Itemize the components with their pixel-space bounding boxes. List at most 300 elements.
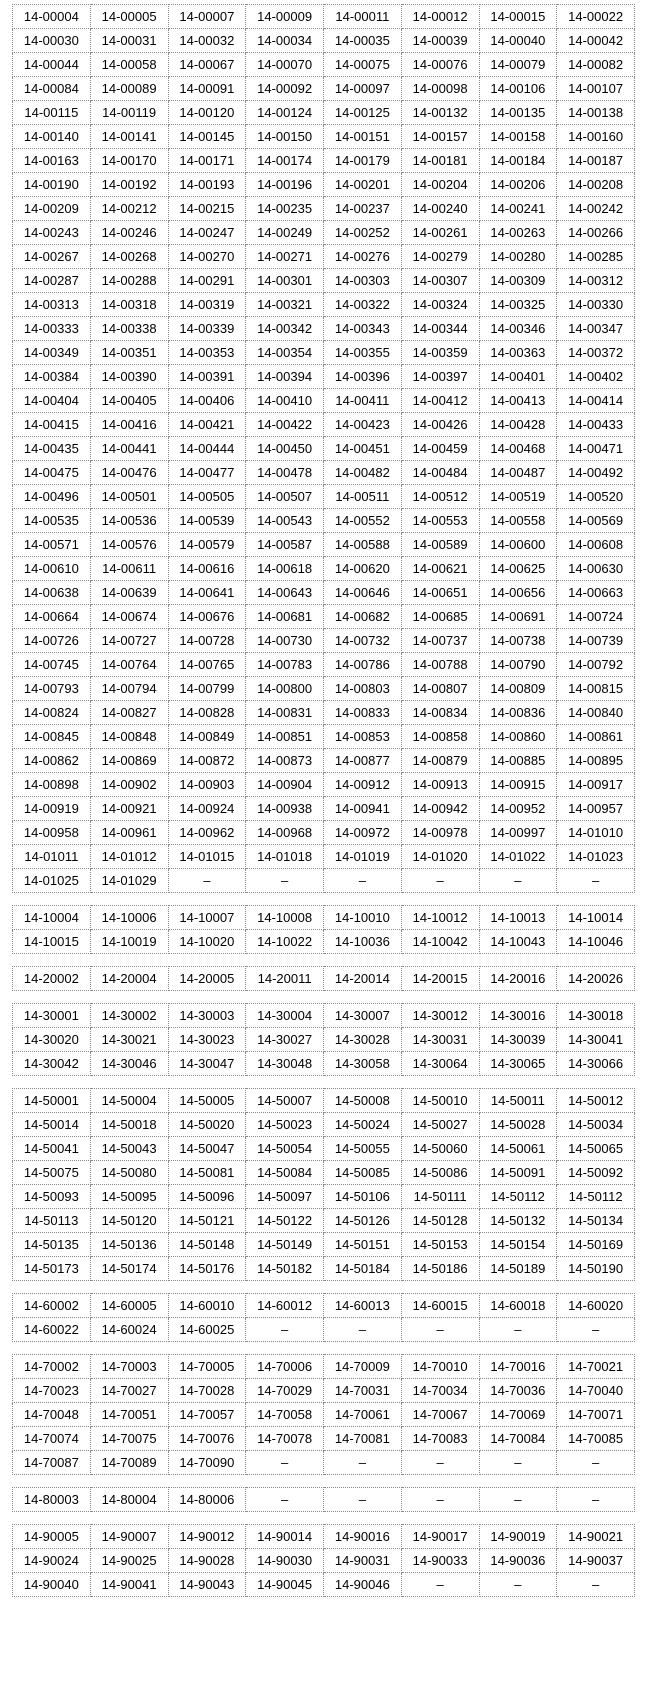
code-cell: 14-30039 [479,1028,557,1052]
code-cell: 14-50024 [324,1113,402,1137]
code-cell: 14-30066 [557,1052,635,1076]
code-cell: 14-00834 [401,701,479,725]
code-cell: 14-00288 [90,269,168,293]
code-cell: 14-50060 [401,1137,479,1161]
code-cell: 14-50174 [90,1257,168,1281]
code-cell: 14-00579 [168,533,246,557]
code-cell: 14-00285 [557,245,635,269]
table-row [13,1052,635,1076]
code-cell: 14-00800 [246,677,324,701]
code-cell: 14-00571 [13,533,91,557]
code-cell: 14-50018 [90,1113,168,1137]
table-row [13,869,635,893]
code-cell: – [557,1451,635,1475]
code-cell: – [168,869,246,893]
code-cell: 14-00268 [90,245,168,269]
code-cell: 14-50047 [168,1137,246,1161]
code-cell: 14-70002 [13,1355,91,1379]
code-cell: 14-70028 [168,1379,246,1403]
code-cell: 14-50154 [479,1233,557,1257]
code-cell: – [479,1573,557,1597]
code-cell: 14-00869 [90,749,168,773]
code-cell: 14-00728 [168,629,246,653]
code-cell: 14-00938 [246,797,324,821]
code-cell: 14-30023 [168,1028,246,1052]
code-cell: 14-00007 [168,5,246,29]
code-cell: 14-00618 [246,557,324,581]
code-table [12,966,635,991]
code-cell: 14-70048 [13,1403,91,1427]
code-cell: 14-60025 [168,1318,246,1342]
code-cell: 14-00319 [168,293,246,317]
code-cell: 14-00215 [168,197,246,221]
code-cell: 14-50061 [479,1137,557,1161]
code-cell: 14-01010 [557,821,635,845]
code-cell: 14-00858 [401,725,479,749]
code-cell: 14-00924 [168,797,246,821]
code-cell: 14-50111 [401,1185,479,1209]
code-cell: 14-00885 [479,749,557,773]
code-cell: 14-00405 [90,389,168,413]
code-cell: 14-10036 [324,930,402,954]
code-cell: 14-00539 [168,509,246,533]
code-cell: – [479,869,557,893]
code-cell: 14-00079 [479,53,557,77]
code-cell: 14-00957 [557,797,635,821]
code-cell: 14-30047 [168,1052,246,1076]
code-cell: 14-50176 [168,1257,246,1281]
code-cell: 14-50113 [13,1209,91,1233]
code-cell: 14-00877 [324,749,402,773]
code-cell: 14-10015 [13,930,91,954]
code-cell: 14-00543 [246,509,324,533]
code-table [12,1524,635,1597]
code-cell: – [401,869,479,893]
code-cell: 14-70075 [90,1427,168,1451]
table-row [13,845,635,869]
code-cell: 14-00193 [168,173,246,197]
code-cell: 14-50085 [324,1161,402,1185]
table-row [13,1113,635,1137]
code-cell: 14-70085 [557,1427,635,1451]
code-cell: 14-10020 [168,930,246,954]
code-cell: 14-00421 [168,413,246,437]
code-cell: – [401,1488,479,1512]
code-cell: 14-50134 [557,1209,635,1233]
code-cell: 14-00788 [401,653,479,677]
code-cell: 14-00359 [401,341,479,365]
code-cell: 14-00745 [13,653,91,677]
code-cell: 14-00451 [324,437,402,461]
code-cell: – [479,1488,557,1512]
code-cell: 14-00902 [90,773,168,797]
table-row [13,509,635,533]
code-cell: 14-70057 [168,1403,246,1427]
code-cell: 14-00212 [90,197,168,221]
code-cell: – [246,869,324,893]
code-cell: 14-00861 [557,725,635,749]
code-cell: 14-00459 [401,437,479,461]
code-cell: 14-90031 [324,1549,402,1573]
code-cell: 14-00997 [479,821,557,845]
code-cell: 14-00252 [324,221,402,245]
code-cell: 14-00792 [557,653,635,677]
code-cell: 14-50190 [557,1257,635,1281]
code-cell: 14-00070 [246,53,324,77]
table-row [13,1427,635,1451]
code-cell: 14-70009 [324,1355,402,1379]
code-cell: 14-00138 [557,101,635,125]
code-cell: 14-20026 [557,967,635,991]
code-cell: 14-50001 [13,1089,91,1113]
code-cell: 14-00263 [479,221,557,245]
code-cell: 14-50091 [479,1161,557,1185]
code-cell: 14-70078 [246,1427,324,1451]
code-cell: 14-00318 [90,293,168,317]
code-cell: 14-60012 [246,1294,324,1318]
code-cell: 14-00163 [13,149,91,173]
code-cell: 14-00807 [401,677,479,701]
code-cell: 14-20014 [324,967,402,991]
code-cell: 14-00346 [479,317,557,341]
code-cell: 14-90007 [90,1525,168,1549]
code-cell: 14-00616 [168,557,246,581]
code-cell: 14-00321 [246,293,324,317]
code-cell: 14-50065 [557,1137,635,1161]
code-cell: 14-10006 [90,906,168,930]
table-row [13,533,635,557]
code-cell: 14-01011 [13,845,91,869]
code-cell: 14-50095 [90,1185,168,1209]
code-cell: 14-90030 [246,1549,324,1573]
code-table [12,1293,635,1342]
code-cell: 14-50151 [324,1233,402,1257]
code-cell: 14-30004 [246,1004,324,1028]
code-cell: 14-00039 [401,29,479,53]
code-cell: 14-90014 [246,1525,324,1549]
code-cell: 14-00903 [168,773,246,797]
code-cell: 14-00015 [479,5,557,29]
code-cell: 14-70084 [479,1427,557,1451]
code-cell: 14-00915 [479,773,557,797]
code-cell: 14-50153 [401,1233,479,1257]
table-row [13,101,635,125]
code-cell: 14-00098 [401,77,479,101]
code-cell: 14-00553 [401,509,479,533]
code-cell: 14-00512 [401,485,479,509]
code-cell: 14-70023 [13,1379,91,1403]
code-cell: 14-00476 [90,461,168,485]
code-cell: 14-00044 [13,53,91,77]
code-cell: 14-00076 [401,53,479,77]
code-cell: 14-00247 [168,221,246,245]
code-table [12,905,635,954]
code-cell: 14-00201 [324,173,402,197]
code-cell: 14-00124 [246,101,324,125]
table-row [13,1028,635,1052]
code-cell: 14-00765 [168,653,246,677]
code-cell: 14-70069 [479,1403,557,1427]
code-cell: 14-70010 [401,1355,479,1379]
code-cell: – [401,1573,479,1597]
code-cell: 14-50186 [401,1257,479,1281]
code-cell: 14-60020 [557,1294,635,1318]
code-cell: 14-00862 [13,749,91,773]
code-cell: 14-00158 [479,125,557,149]
code-cell: 14-30018 [557,1004,635,1028]
table-row [13,605,635,629]
code-cell: 14-30031 [401,1028,479,1052]
group-spacer [12,1281,635,1293]
code-cell: 14-00170 [90,149,168,173]
code-cell: 14-00091 [168,77,246,101]
table-row [13,197,635,221]
code-cell: 14-00691 [479,605,557,629]
table-row [13,629,635,653]
code-cell: 14-00958 [13,821,91,845]
code-cell: 14-50043 [90,1137,168,1161]
code-cell: 14-70029 [246,1379,324,1403]
code-cell: – [479,1318,557,1342]
code-cell: 14-01023 [557,845,635,869]
code-cell: 14-70076 [168,1427,246,1451]
code-cell: 14-00828 [168,701,246,725]
code-cell: 14-30041 [557,1028,635,1052]
code-cell: 14-00682 [324,605,402,629]
code-cell: 14-00342 [246,317,324,341]
code-cell: 14-90045 [246,1573,324,1597]
code-cell: 14-30028 [324,1028,402,1052]
code-cell: 14-00444 [168,437,246,461]
code-cell: 14-00333 [13,317,91,341]
code-cell: 14-70005 [168,1355,246,1379]
code-cell: 14-90033 [401,1549,479,1573]
code-cell: 14-00301 [246,269,324,293]
code-cell: 14-00873 [246,749,324,773]
code-cell: 14-00119 [90,101,168,125]
code-cell: 14-00587 [246,533,324,557]
code-cell: 14-70036 [479,1379,557,1403]
table-row [13,125,635,149]
code-cell: 14-00353 [168,341,246,365]
table-row [13,1257,635,1281]
code-cell: 14-00022 [557,5,635,29]
code-cell: 14-00732 [324,629,402,653]
code-cell: – [557,1318,635,1342]
table-row [13,725,635,749]
table-row [13,1549,635,1573]
code-cell: 14-00235 [246,197,324,221]
code-cell: 14-00851 [246,725,324,749]
code-cell: 14-00433 [557,413,635,437]
code-cell: 14-00354 [246,341,324,365]
code-cell: 14-00968 [246,821,324,845]
code-cell: 14-50005 [168,1089,246,1113]
code-cell: 14-70089 [90,1451,168,1475]
code-cell: 14-90037 [557,1549,635,1573]
code-cell: 14-50041 [13,1137,91,1161]
code-cell: 14-00412 [401,389,479,413]
table-row [13,1573,635,1597]
code-cell: 14-50135 [13,1233,91,1257]
code-cell: 14-00343 [324,317,402,341]
code-cell: 14-00879 [401,749,479,773]
code-cell: 14-30065 [479,1052,557,1076]
code-cell: 14-00067 [168,53,246,77]
code-cell: 14-00280 [479,245,557,269]
code-cell: 14-01022 [479,845,557,869]
code-cell: 14-00237 [324,197,402,221]
code-cell: 14-00413 [479,389,557,413]
code-cell: 14-00651 [401,581,479,605]
code-cell: 14-00505 [168,485,246,509]
code-cell: 14-00724 [557,605,635,629]
code-cell: – [324,1451,402,1475]
code-cell: 14-50132 [479,1209,557,1233]
code-cell: – [557,1573,635,1597]
table-row [13,1185,635,1209]
code-cell: 14-00206 [479,173,557,197]
code-cell: 14-00396 [324,365,402,389]
code-cell: 14-00611 [90,557,168,581]
code-cell: 14-10042 [401,930,479,954]
code-cell: 14-50136 [90,1233,168,1257]
code-cell: 14-80004 [90,1488,168,1512]
code-cell: 14-50173 [13,1257,91,1281]
code-cell: 14-01018 [246,845,324,869]
code-cell: – [401,1318,479,1342]
code-cell: 14-30002 [90,1004,168,1028]
table-row [13,821,635,845]
table-row [13,173,635,197]
code-cell: 14-00330 [557,293,635,317]
code-cell: 14-60002 [13,1294,91,1318]
code-cell: – [479,1451,557,1475]
code-cell: 14-00685 [401,605,479,629]
code-cell: 14-00140 [13,125,91,149]
code-cell: – [246,1451,324,1475]
code-cell: 14-00730 [246,629,324,653]
code-cell: 14-70021 [557,1355,635,1379]
code-cell: 14-20015 [401,967,479,991]
code-cell: 14-00726 [13,629,91,653]
code-cell: 14-00030 [13,29,91,53]
code-cell: 14-00415 [13,413,91,437]
code-cell: 14-70083 [401,1427,479,1451]
table-row [13,1137,635,1161]
code-cell: 14-00569 [557,509,635,533]
table-row [13,5,635,29]
code-cell: 14-01020 [401,845,479,869]
code-cell: 14-50012 [557,1089,635,1113]
code-cell: 14-50112 [557,1185,635,1209]
code-cell: 14-30058 [324,1052,402,1076]
code-table [12,1003,635,1076]
code-cell: 14-00793 [13,677,91,701]
table-row [13,967,635,991]
code-cell: 14-60013 [324,1294,402,1318]
code-cell: 14-00917 [557,773,635,797]
code-cell: 14-50128 [401,1209,479,1233]
code-cell: 14-10008 [246,906,324,930]
code-cell: 14-00411 [324,389,402,413]
code-cell: 14-50184 [324,1257,402,1281]
table-row [13,1209,635,1233]
code-cell: 14-00410 [246,389,324,413]
code-cell: 14-00738 [479,629,557,653]
code-cell: 14-30020 [13,1028,91,1052]
code-cell: – [246,1318,324,1342]
code-cell: 14-30064 [401,1052,479,1076]
code-cell: 14-00009 [246,5,324,29]
code-cell: 14-01025 [13,869,91,893]
code-cell: 14-00307 [401,269,479,293]
code-cell: 14-00349 [13,341,91,365]
code-cell: 14-50097 [246,1185,324,1209]
code-cell: 14-00240 [401,197,479,221]
code-cell: 14-50007 [246,1089,324,1113]
code-cell: 14-00270 [168,245,246,269]
group-spacer [12,1076,635,1088]
code-cell: 14-90036 [479,1549,557,1573]
code-cell: 14-00414 [557,389,635,413]
code-cell: 14-90017 [401,1525,479,1549]
code-cell: 14-00501 [90,485,168,509]
table-row [13,906,635,930]
code-cell: 14-00291 [168,269,246,293]
code-cell: 14-00179 [324,149,402,173]
code-cell: 14-50034 [557,1113,635,1137]
code-cell: 14-00075 [324,53,402,77]
code-cell: 14-01019 [324,845,402,869]
code-cell: 14-00187 [557,149,635,173]
code-cell: 14-50189 [479,1257,557,1281]
code-cell: 14-00435 [13,437,91,461]
code-cell: 14-70003 [90,1355,168,1379]
table-row [13,245,635,269]
code-cell: 14-00309 [479,269,557,293]
code-cell: 14-00325 [479,293,557,317]
code-cell: 14-00351 [90,341,168,365]
code-cell: 14-10007 [168,906,246,930]
code-cell: 14-00840 [557,701,635,725]
group-spacer [12,954,635,966]
code-cell: 14-00972 [324,821,402,845]
table-row [13,930,635,954]
code-cell: 14-00836 [479,701,557,725]
code-cell: 14-20004 [90,967,168,991]
code-cell: 14-00132 [401,101,479,125]
code-cell: 14-00643 [246,581,324,605]
code-cell: 14-00344 [401,317,479,341]
code-cell: 14-00416 [90,413,168,437]
table-row [13,1355,635,1379]
code-cell: 14-00005 [90,5,168,29]
code-cell: – [324,1318,402,1342]
code-cell: 14-10019 [90,930,168,954]
code-cell: 14-00663 [557,581,635,605]
code-cell: 14-60010 [168,1294,246,1318]
table-row [13,701,635,725]
code-cell: 14-00519 [479,485,557,509]
table-row [13,1488,635,1512]
code-cell: 14-00249 [246,221,324,245]
table-row [13,461,635,485]
code-cell: 14-00339 [168,317,246,341]
code-cell: 14-00496 [13,485,91,509]
table-row [13,773,635,797]
code-cell: 14-00338 [90,317,168,341]
